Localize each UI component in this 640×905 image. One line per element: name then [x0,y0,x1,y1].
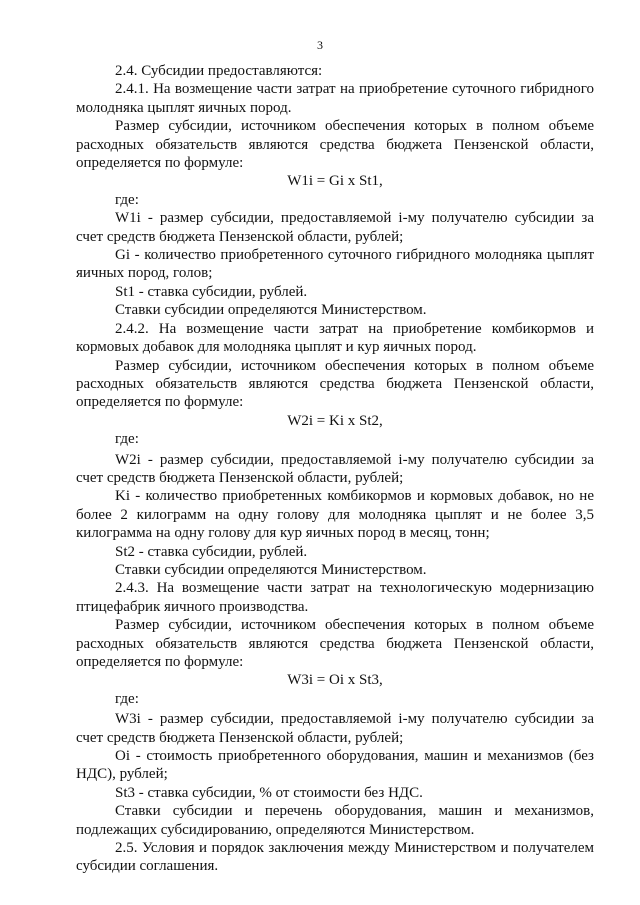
document-body [76,62,594,876]
paragraph: Gi - количество приобретенного суточного гибридного молодняка цыплят яичных пород, голов; [76,247,594,282]
paragraph: 2.4.3. На возмещение части затрат на технологическую модернизацию птицефабрик яичного производства. [76,580,594,615]
paragraph: где: [115,690,139,707]
paragraph: 2.4.2. На возмещение части затрат на приобретение комбикормов и кормовых добавок для молодняка цыплят и кур яичных пород. [76,320,594,356]
formula: W3i = Oi x St3, [287,672,383,689]
paragraph: где: [115,431,139,448]
paragraph: где: [115,191,139,208]
paragraph: Ставки субсидии определяются Министерством. [115,561,427,578]
paragraph: Размер субсидии, источником обеспечения которых в полном объеме расходных обязательств являются средства бюджета Пензенской области, определяется по формуле: [76,617,594,670]
paragraph: Oi - стоимость приобретенного оборудования, машин и механизмов (без НДС), рублей; [76,748,594,783]
page-number: 3 [317,38,323,52]
paragraph: St2 - ставка субсидии, рублей. [115,543,308,560]
paragraph: Ki - количество приобретенных комбикормов и кормовых добавок, но не более 2 килограмм на одну голову для молодняка цыплят и не более 3,5 килограмма на одну голову для кур яичных пород в месяц, тонн; [76,488,594,542]
paragraph: Размер субсидии, источником обеспечения которых в полном объеме расходных обязательств являются средства бюджета Пензенской области, определяется по формуле: [76,118,594,172]
paragraph: W2i - размер субсидии, предоставляемой i-му получателю субсидии за счет средств бюджета Пензенской области, рублей; [76,451,594,486]
paragraph: St3 - ставка субсидии, % от стоимости без НДС. [115,784,423,801]
paragraph: W3i - размер субсидии, предоставляемой i-му получателю субсидии за счет средств бюджета Пензенской области, рублей; [76,711,594,746]
paragraph: St1 - ставка субсидии, рублей. [115,283,308,300]
paragraph: W1i - размер субсидии, предоставляемой i-му получателю субсидии за счет средств бюджета Пензенской области, рублей; [76,210,594,245]
paragraph: Размер субсидии, источником обеспечения которых в полном объеме расходных обязательств являются средства бюджета Пензенской области, определяется по формуле: [76,357,594,411]
paragraph: Ставки субсидии определяются Министерством. [115,302,427,319]
paragraph: 2.5. Условия и порядок заключения между Министерством и получателем субсидии соглашения. [76,840,594,875]
formula: W2i = Ki x St2, [287,412,383,429]
paragraph: 2.4.1. На возмещение части затрат на приобретение суточного гибридного молодняка цыплят яичных пород. [76,81,594,116]
paragraph: Ставки субсидии и перечень оборудования, машин и механизмов, подлежащих субсидированию, определяются Министерством. [76,803,594,838]
formula: W1i = Gi x St1, [287,173,383,190]
paragraph: 2.4. Субсидии предоставляются: [115,63,323,79]
